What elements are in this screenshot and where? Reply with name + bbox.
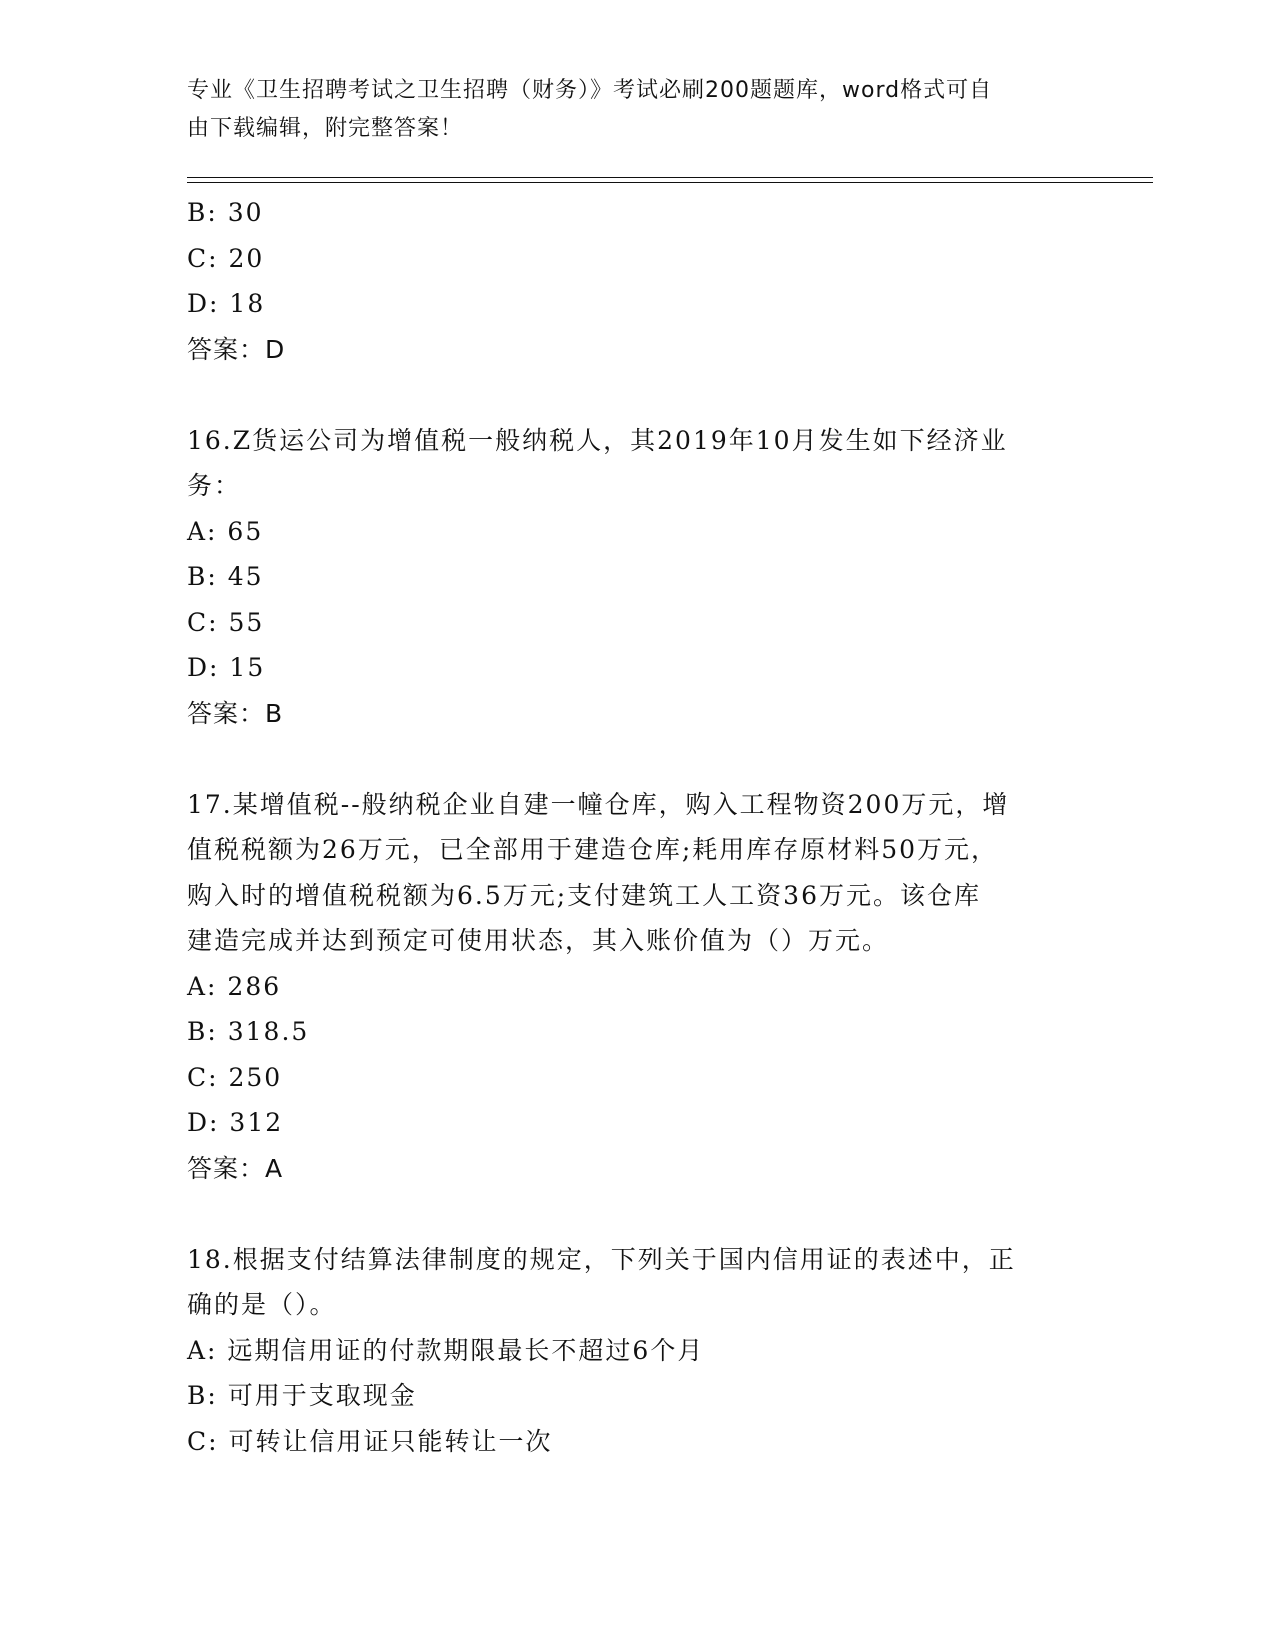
document-header	[187, 72, 1067, 148]
option-a: A: 65	[187, 516, 264, 546]
option-c: C: 250	[187, 1062, 283, 1092]
stem-line: 18.根据支付结算法律制度的规定，下列关于国内信用证的表述中，正	[187, 1244, 1016, 1274]
option-b: B: 可用于支取现金	[187, 1381, 417, 1410]
option-c: C: 可转让信用证只能转让一次	[187, 1426, 553, 1456]
stem-line: 16.Z货运公司为增值税一般纳税人，其2019年10月发生如下经济业	[187, 425, 1008, 455]
option-c: C: 55	[187, 607, 265, 637]
option-a: A: 远期信用证的付款期限最长不超过6个月	[187, 1335, 705, 1365]
question-list	[187, 190, 1077, 1464]
stem-line: 建造完成并达到预定可使用状态，其入账价值为（）万元。	[187, 926, 890, 955]
stem-line: 确的是（）。	[187, 1290, 337, 1319]
option-d: D: 18	[187, 289, 266, 318]
header-divider	[187, 177, 1153, 183]
stem-line: 17.某增值税--般纳税企业自建一幢仓库，购入工程物资200万元，增	[187, 789, 1010, 819]
question-stem	[187, 418, 1077, 509]
question-18	[187, 1237, 1077, 1465]
stem-line: 值税税额为26万元，已全部用于建造仓库;耗用库存原材料50万元，	[187, 835, 999, 864]
stem-line: 购入时的增值税税额为6.5万元;支付建筑工人工资36万元。该仓库	[187, 880, 981, 910]
question-16	[187, 418, 1077, 737]
stem-line: 务：	[187, 471, 242, 500]
answer: 答案：D	[187, 334, 286, 364]
option-b: B: 30	[187, 198, 264, 227]
header-line-2: 由下载编辑，附完整答案！	[187, 116, 464, 141]
header-line-1: 专业《卫生招聘考试之卫生招聘（财务）》考试必刷200题题库，word格式可自	[187, 78, 993, 103]
option-d: D: 15	[187, 653, 266, 682]
question-17	[187, 782, 1077, 1192]
option-c: C: 20	[187, 243, 265, 273]
answer: 答案：B	[187, 698, 284, 728]
question-stem	[187, 782, 1077, 964]
question-stem	[187, 1237, 1077, 1328]
question-15	[187, 190, 1077, 372]
option-b: B: 318.5	[187, 1017, 310, 1046]
option-d: D: 312	[187, 1108, 284, 1137]
answer: 答案：A	[187, 1153, 284, 1183]
option-a: A: 286	[187, 971, 282, 1001]
option-b: B: 45	[187, 562, 264, 591]
